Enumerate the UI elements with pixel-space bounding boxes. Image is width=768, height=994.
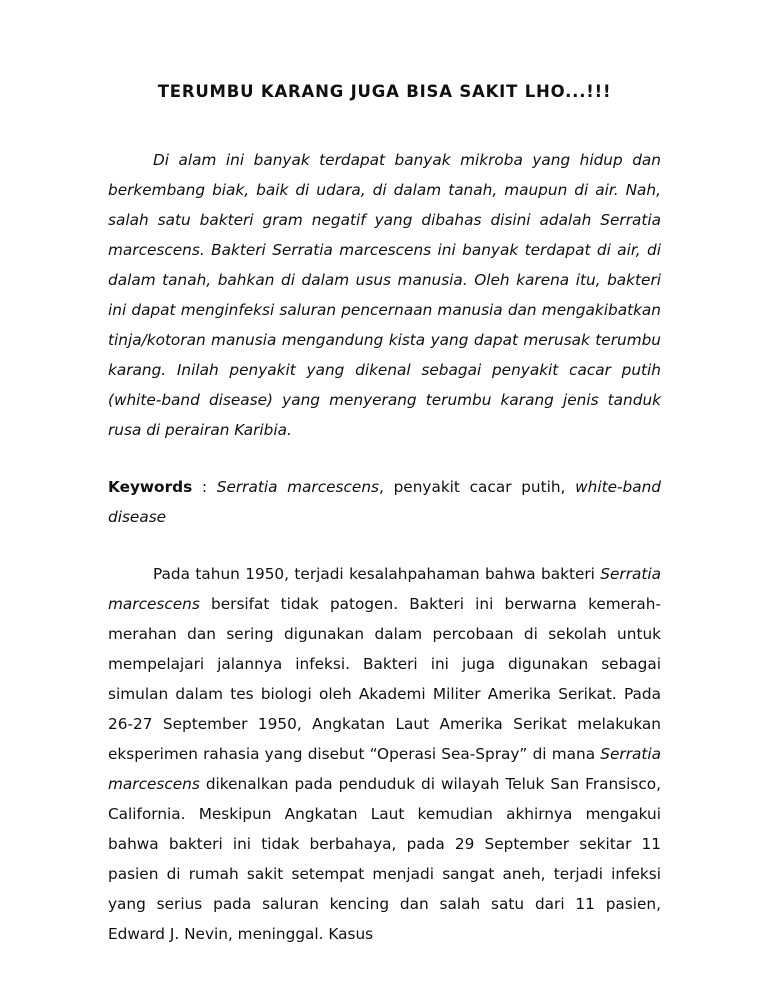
document-title: TERUMBU KARANG JUGA BISA SAKIT LHO...!!!: [157, 82, 612, 101]
text-segment: :: [192, 478, 217, 496]
text-segment: Di alam ini banyak terdapat banyak mikroba yang hidup dan berkembang biak, baik di udara, di dalam tanah, maupun di air. Nah, salah satu bakteri gram negatif yang dibahas disini adalah Serratia marcescens. Bakteri Serratia marcescens ini banyak terdapat di air, di dalam tanah, bahkan di dalam usus manusia. Oleh karena itu, bakteri ini dapat menginfeksi saluran pencernaan manusia dan mengakibatkan tinja/kotoran manusia mengandung kista yang dapat merusak terumbu karang. Inilah penyakit yang dikenal sebagai penyakit cacar putih (white-band disease) yang menyerang terumbu karang jenis tanduk rusa di perairan Karibia.: [108, 151, 661, 439]
text-segment: Serratia marcescens: [108, 565, 661, 613]
text-segment: Pada tahun 1950, terjadi kesalahpahaman bahwa bakteri: [153, 565, 601, 583]
keywords-line: [108, 472, 661, 532]
document-content: [108, 82, 661, 949]
text-segment: bersifat tidak patogen. Bakteri ini berwarna kemerah-merahan dan sering digunakan dalam percobaan di sekolah untuk mempelajari jalannya infeksi. Bakteri ini juga digunakan sebagai simulan dalam tes biologi oleh Akademi Militer Amerika Serikat. Pada 26-27 September 1950, Angkatan Laut Amerika Serikat melakukan eksperimen rahasia yang disebut “Operasi Sea-Spray” di mana: [108, 595, 661, 763]
text-segment: , penyakit cacar putih,: [379, 478, 576, 496]
text-segment: Keywords: [108, 478, 193, 496]
text-segment: white-band disease: [108, 478, 661, 526]
text-segment: dikenalkan pada penduduk di wilayah Teluk San Fransisco, California. Meskipun Angkatan Laut kemudian akhirnya mengakui bahwa bakteri ini tidak berbahaya, pada 29 September sekitar 11 pasien di rumah sakit setempat menjadi sangat aneh, terjadi infeksi yang serius pada saluran kencing dan salah satu dari 11 pasien, Edward J. Nevin, meninggal. Kasus: [108, 775, 661, 943]
body-paragraph: [108, 559, 661, 949]
text-segment: Serratia marcescens: [108, 745, 661, 793]
abstract-paragraph: [108, 145, 661, 445]
text-segment: Serratia marcescens: [216, 478, 379, 496]
